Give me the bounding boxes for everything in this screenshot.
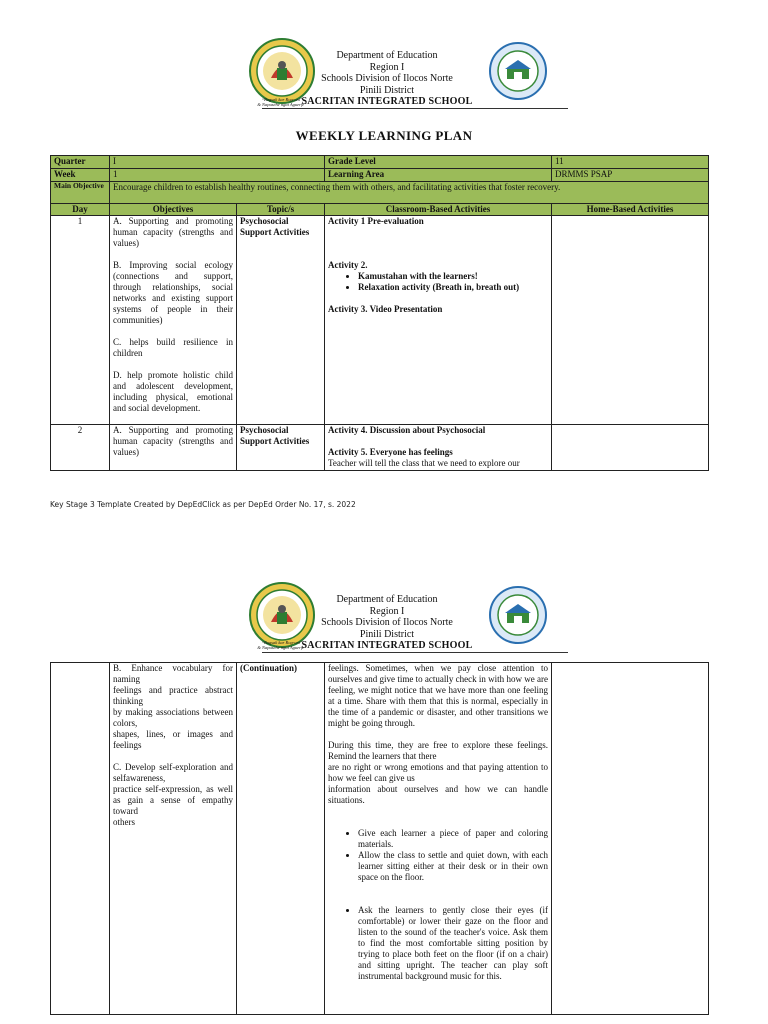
day1-objective-d: D. help promote holistic child and adolescent development, including physical, emotional and social development.	[113, 370, 233, 413]
col-header-classroom: Classroom-Based Activities	[325, 204, 552, 216]
school-name: SACRITAN INTEGRATED SCHOOL	[301, 640, 473, 651]
day1-activity2: Activity 2.	[328, 260, 368, 270]
day1-objective-a: A. Supporting and promoting human capacity (strengths and values)	[113, 216, 233, 248]
continued-topic: (Continuation)	[237, 663, 325, 1015]
objective-c-line: C. Develop self-exploration and selfawareness,	[113, 762, 233, 783]
day2-teacher-line: Teacher will tell the class that we need to explore our	[328, 458, 520, 468]
header-line-dept: Department of Education	[336, 594, 438, 605]
day1-number: 1	[51, 216, 110, 425]
objective-c-line: practice self-expression, as well as gain a sense of empathy toward	[113, 784, 233, 816]
grade-level-label: Grade Level	[325, 156, 552, 169]
main-objective-label: Main Objective	[51, 182, 110, 204]
objective-b-line: feelings and practice abstract thinking	[113, 685, 233, 706]
objective-b-line: by making associations between colors,	[113, 707, 233, 728]
col-header-day: Day	[51, 204, 110, 216]
quarter-label: Quarter	[51, 156, 110, 169]
header-line-division: Schools Division of Ilocos Norte	[321, 73, 453, 84]
day1-objective-b: B. Improving social ecology (connections and support, through relationships, social networks and existing support systems of people in their communities)	[113, 260, 233, 325]
deped-motto-line1: “Bagsak kar Rog-oni”	[261, 97, 303, 102]
header-rule	[262, 108, 568, 109]
objective-b-line: shapes, lines, or images and feelings	[113, 729, 233, 750]
office-header	[292, 50, 482, 108]
day1-home-activities	[552, 216, 709, 425]
list-item: • Kamustahan with the learners!	[358, 271, 548, 282]
exploration-line: information about ourselves and how we can handle situations.	[328, 784, 548, 805]
learning-area-label: Learning Area	[325, 169, 552, 182]
continued-activities	[325, 663, 552, 1015]
instructions-list	[328, 828, 548, 982]
school-seal	[489, 42, 547, 100]
exploration-line: During this time, they are free to explore these feelings. Remind the learners that there	[328, 740, 548, 761]
day1-objectives	[110, 216, 237, 425]
day2-topic: Psychosocial Support Activities	[237, 425, 325, 471]
office-header	[292, 594, 482, 652]
day1-objective-c: C. helps build resilience in children	[113, 337, 233, 358]
day1-activity2-list	[328, 271, 548, 293]
day2-activities	[325, 425, 552, 471]
table-row-day2	[51, 425, 709, 471]
continued-home-activities	[552, 663, 709, 1015]
day2-activity4: Activity 4. Discussion about Psychosocial	[328, 425, 486, 435]
day1-activity3: Activity 3. Video Presentation	[328, 304, 443, 314]
weekly-plan-table	[50, 155, 709, 471]
school-name: SACRITAN INTEGRATED SCHOOL	[301, 96, 473, 107]
header-rule	[262, 652, 568, 653]
weekly-plan-table-continued	[50, 662, 709, 1015]
week-label: Week	[51, 169, 110, 182]
header-line-division: Schools Division of Ilocos Norte	[321, 617, 453, 628]
day1-topic: Psychosocial Support Activities	[237, 216, 325, 425]
deped-motto-line1: “Bagsak kar Rog-oni”	[261, 640, 303, 645]
table-row-continued	[51, 663, 709, 1015]
header-line-dept: Department of Education	[336, 50, 438, 61]
grade-level-value: 11	[552, 156, 709, 169]
objective-c-line: others	[113, 817, 135, 827]
exploration-line: are no right or wrong emotions and that paying attention to how we feel can give us	[328, 762, 548, 783]
header-line-region: Region I	[369, 605, 405, 617]
objective-b-line: B. Enhance vocabulary for naming	[113, 663, 233, 684]
continued-day	[51, 663, 110, 1015]
deped-motto-line2: & Napusehe ngai Aguerfe”	[257, 102, 307, 107]
header-line-district: Pinili District	[359, 628, 415, 640]
template-footer: Key Stage 3 Template Created by DepEdClick as per DepEd Order No. 17, s. 2022	[50, 500, 356, 509]
header-line-region: Region I	[369, 61, 405, 73]
objective-c	[113, 762, 233, 828]
day2-activity5: Activity 5. Everyone has feelings	[328, 447, 453, 457]
list-item: • Ask the learners to gently close their eyes (if comfortable) or lower their gaze on the floor and listen to the sound of the teacher's voice. Ask them to find the most comfortable sitting position by trying to place both feet on the floor (if on a chair) and sitting upright. The teacher can play soft instrumental background music for this.	[358, 905, 548, 982]
header-line-district: Pinili District	[359, 84, 415, 96]
col-header-topics: Topic/s	[237, 204, 325, 216]
main-objective-value: Encourage children to establish healthy routines, connecting them with others, and facilitating activities that foster recovery.	[110, 182, 709, 204]
week-value: 1	[110, 169, 325, 182]
exploration-paragraph	[328, 740, 548, 806]
objective-b	[113, 663, 233, 751]
col-header-home: Home-Based Activities	[552, 204, 709, 216]
day1-activities	[325, 216, 552, 425]
col-header-objectives: Objectives	[110, 204, 237, 216]
school-seal	[489, 586, 547, 644]
day1-activity1: Activity 1 Pre-evaluation	[328, 216, 424, 226]
day2-objective: A. Supporting and promoting human capacity (strengths and values)	[110, 425, 237, 471]
quarter-value: I	[110, 156, 325, 169]
day2-home-activities	[552, 425, 709, 471]
feelings-paragraph: feelings. Sometimes, when we pay close attention to ourselves and give time to actually check in with how we are feeling, we might notice that we have more than one feeling at a time. Share with them that this is normal, especially in the time of a pandemic or disaster, and other transitions we might be going through.	[328, 663, 548, 728]
learning-area-value: DRMMS PSAP	[552, 169, 709, 182]
table-row-day1	[51, 216, 709, 425]
list-item: • Relaxation activity (Breath in, breath out)	[358, 282, 548, 293]
list-item: • Allow the class to settle and quiet down, with each learner sitting either at their desk or in their own space on the floor.	[358, 850, 548, 883]
page-title: WEEKLY LEARNING PLAN	[295, 128, 473, 143]
list-item: • Give each learner a piece of paper and coloring materials.	[358, 828, 548, 850]
continued-objectives	[110, 663, 237, 1015]
deped-motto-line2: & Napusehe ngai Aguerfe”	[257, 645, 307, 650]
day2-number: 2	[51, 425, 110, 471]
